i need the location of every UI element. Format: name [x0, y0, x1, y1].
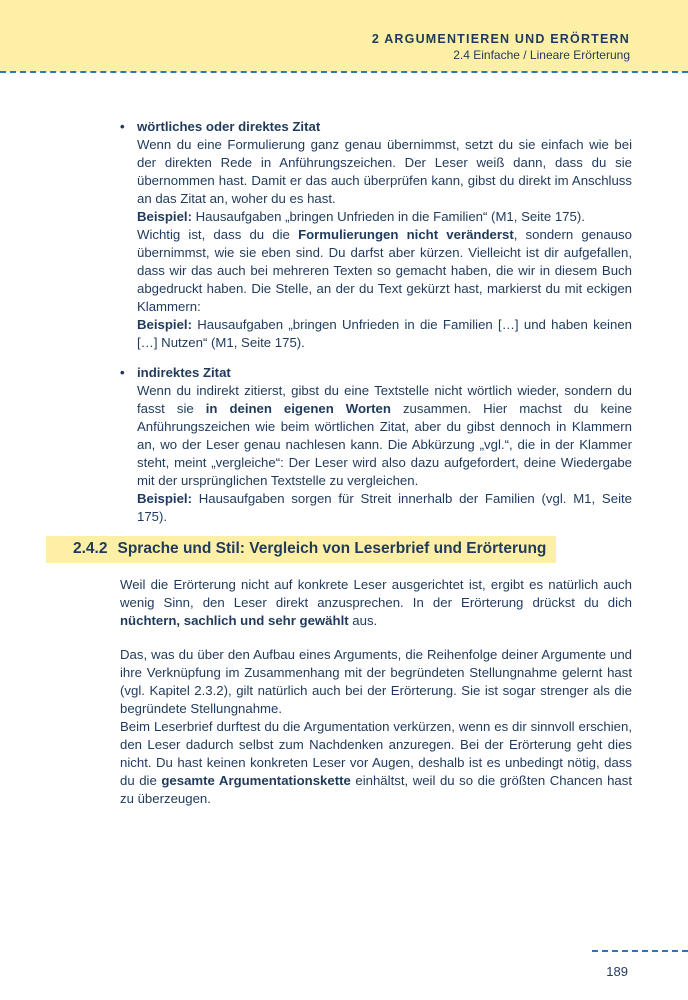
example-text: Hausaufgaben „bringen Unfrieden in die Familien“ (M1, Seite 175).: [191, 209, 585, 224]
text-run: aus.: [348, 613, 378, 628]
bullet-indirect-quote: [120, 364, 632, 526]
page-header-band: [0, 0, 688, 72]
bullet-title: [120, 118, 632, 136]
body-paragraph-2: [120, 646, 632, 808]
section-title: Sprache und Stil: Vergleich von Leserbrief und Erörterung: [117, 540, 547, 557]
bullet-body: [120, 136, 632, 352]
bullet-body: [120, 382, 632, 526]
example-line: [137, 208, 632, 226]
emphasis: nüchtern, sachlich und sehr gewählt: [120, 613, 349, 628]
footer-divider: [592, 950, 688, 952]
emphasis: in deinen eigenen Worten: [205, 401, 391, 416]
text-run: Wenn du indirekt zitierst, gibst du eine Textstelle nicht wörtlich wieder, sondern du fasst sie: [137, 383, 632, 416]
paragraph: Wenn du eine Formulierung ganz genau übernimmst, setzt du sie einfach wie bei der direkten Rede in Anführungszeichen. Der Leser weiß dann, dass du sie übernommen hast. Damit er das auch überprüfen kann, gibst du direkt im Anschluss an das Zitat an, woher du es hast.: [137, 137, 632, 206]
paragraph: [137, 226, 632, 316]
bullet-title-text: wörtliches oder direktes Zitat: [137, 119, 321, 134]
example-line: [137, 490, 632, 526]
text-run: Weil die Erörterung nicht auf konkrete Leser ausgerichtet ist, ergibt es natürlich auch wenig Sinn, den Leser direkt anzusprechen. In der Erörterung drückst du dich: [120, 577, 632, 610]
example-label: Beispiel:: [137, 491, 192, 506]
page-number: 189: [606, 964, 628, 979]
text-run: Beim Leserbrief durftest du die Argumentation verkürzen, wenn es dir sinnvoll erschien, den Leser dadurch selbst zum Nachdenken anzuregen. Bei der Erörterung geht dies nicht. Du hast keinen konkreten Leser vor Augen, deshalb ist es unbedingt nötig, dass du die: [120, 719, 632, 788]
example-text: Hausaufgaben sorgen für Streit innerhalb der Familien (vgl. M1, Seite 175).: [137, 491, 632, 524]
emphasis: gesamte Argumentationskette: [161, 773, 351, 788]
text-run: zusammen. Hier machst du keine Anführungszeichen wie beim wörtlichen Zitat, aber du gibst dennoch in Klammern an, wo der Leser genau nachlesen kann. Die Abkürzung „vgl.“, die in der Klammer steht, meint „vergleiche“: Der Leser wird also dazu aufgefordert, deine Wiedergabe mit der ursprünglichen Textstelle zu vergleichen.: [137, 401, 632, 488]
example-text: Hausaufgaben „bringen Unfrieden in die Familien […] und haben keinen […] Nutzen“ (M1, Seite 175).: [137, 317, 632, 350]
emphasis: Formulierungen nicht veränderst: [298, 227, 514, 242]
text-run: einhältst, weil du so die größten Chancen hast zu überzeugen.: [120, 773, 632, 806]
paragraph: [120, 576, 632, 630]
bullet-marker: •: [120, 365, 125, 380]
section-number: 2.4.2: [73, 540, 108, 557]
section-subtitle: 2.4 Einfache / Lineare Erörterung: [453, 48, 630, 62]
example-label: Beispiel:: [137, 317, 192, 332]
example-line: [137, 316, 632, 352]
header-divider: [0, 71, 688, 73]
bullet-direct-quote: [120, 118, 632, 352]
example-label: Beispiel:: [137, 209, 192, 224]
paragraph: [120, 718, 632, 808]
body-paragraph-1: [120, 576, 632, 630]
paragraph: Das, was du über den Aufbau eines Arguments, die Reihenfolge deiner Argumente und ihre Verknüpfung im Zusammenhang mit der begründeten Stellungnahme gelernt hast (vgl. Kapitel 2.3.2), gilt natürlich auch bei der Erörterung. Sie ist sogar strenger als die begründete Stellungnahme.: [120, 647, 632, 716]
bullet-title-text: indirektes Zitat: [137, 365, 231, 380]
bullet-marker: •: [120, 119, 125, 134]
paragraph: [137, 382, 632, 490]
bullet-title: [120, 364, 632, 382]
section-heading: [73, 540, 546, 558]
text-run: Wichtig ist, dass du die: [137, 227, 299, 242]
text-run: , sondern genauso übernimmst, wie sie eben sind. Du darfst aber kürzen. Vielleicht ist dir aufgefallen, dass wir das auch bei mehreren Texten so gemacht haben, die wir in diesem Buch abgedruckt haben. Die Stelle, an der du Text gekürzt hast, markierst du mit eckigen Klammern:: [137, 227, 632, 314]
chapter-title: 2 ARGUMENTIEREN UND ERÖRTERN: [371, 32, 630, 46]
